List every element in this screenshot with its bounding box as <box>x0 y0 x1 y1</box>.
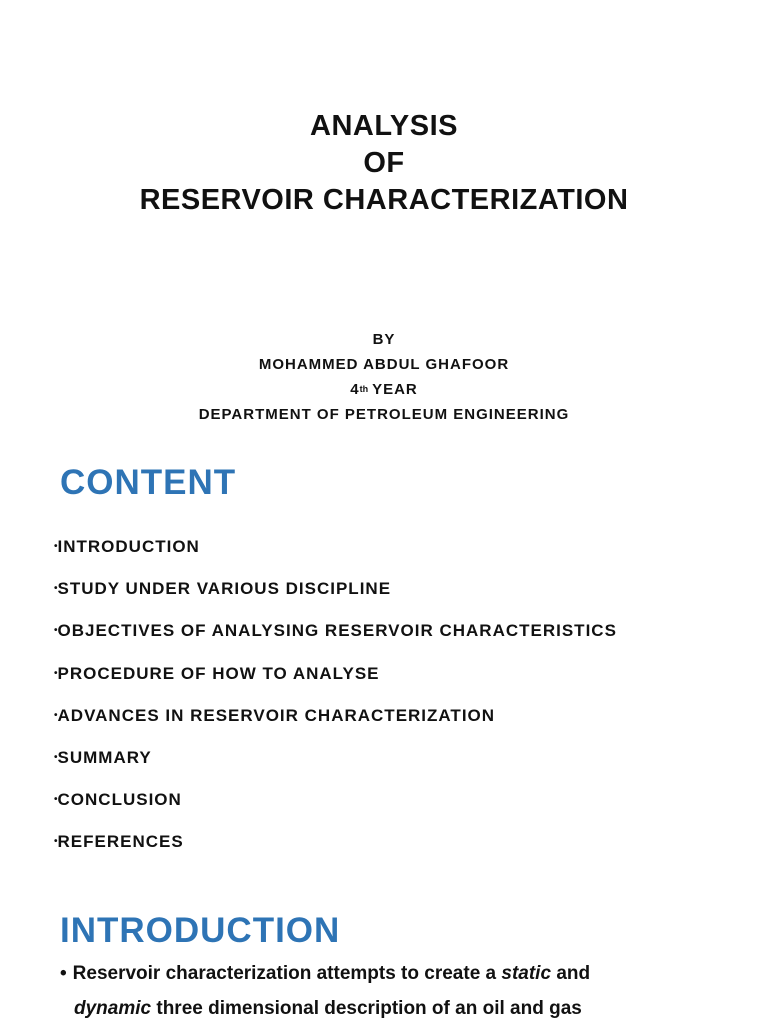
content-item-label: ADVANCES IN RESERVOIR CHARACTERIZATION <box>57 705 496 725</box>
introduction-text: three dimensional description of an oil and gas <box>156 998 582 1019</box>
content-item-label: INTRODUCTION <box>57 537 200 556</box>
content-item-introduction <box>54 526 617 568</box>
content-item-label: PROCEDURE OF HOW TO ANALYSE <box>57 663 380 683</box>
introduction-line-2 <box>60 991 750 1026</box>
introduction-line-1 <box>60 956 750 991</box>
introduction-bullet: • <box>60 963 67 984</box>
content-bullet: • <box>54 794 58 806</box>
content-item-study-under-various-discipline <box>54 568 617 610</box>
author-by-label: BY <box>372 331 396 348</box>
content-item-label: OBJECTIVES OF ANALYSING RESERVOIR CHARACTERISTICS <box>57 621 617 641</box>
content-bullet: • <box>54 752 58 764</box>
content-item-label: SUMMARY <box>57 748 152 768</box>
content-item-conclusion <box>54 779 617 821</box>
content-bullet: • <box>54 836 58 848</box>
content-item-objectives <box>54 610 617 652</box>
author-name: MOHAMMED ABDUL GHAFOOR <box>258 355 510 373</box>
author-info <box>0 328 768 427</box>
introduction-heading: INTRODUCTION <box>60 911 341 950</box>
document-title <box>0 108 768 219</box>
content-bullet: • <box>54 625 58 637</box>
introduction-text: Reservoir characterization attempts to create a <box>72 963 497 984</box>
introduction-text: and <box>556 963 591 984</box>
author-year <box>0 377 768 403</box>
content-item-advances <box>54 695 617 737</box>
content-item-label: CONCLUSION <box>57 790 182 810</box>
content-bullet: • <box>54 709 58 721</box>
introduction-emphasis-dynamic: dynamic <box>74 998 152 1019</box>
author-year-number: 4 <box>350 381 360 398</box>
title-line-1: ANALYSIS <box>310 110 458 142</box>
content-item-label: REFERENCES <box>57 832 184 852</box>
content-item-summary <box>54 737 617 779</box>
introduction-paragraph <box>60 956 750 1026</box>
content-list <box>54 526 617 864</box>
title-line-3: RESERVOIR CHARACTERIZATION <box>139 184 629 216</box>
content-bullet: • <box>54 667 58 679</box>
content-item-references <box>54 821 617 863</box>
author-department: DEPARTMENT OF PETROLEUM ENGINEERING <box>198 405 570 423</box>
title-line-2: OF <box>363 147 405 179</box>
author-year-suffix: th <box>359 384 369 394</box>
content-heading: CONTENT <box>60 463 237 502</box>
introduction-emphasis-static: static <box>501 963 552 984</box>
content-bullet: • <box>54 541 58 552</box>
content-item-label: STUDY UNDER VARIOUS DISCIPLINE <box>57 579 392 599</box>
author-year-word: YEAR <box>372 381 418 398</box>
content-bullet: • <box>54 583 58 595</box>
content-item-procedure <box>54 653 617 695</box>
